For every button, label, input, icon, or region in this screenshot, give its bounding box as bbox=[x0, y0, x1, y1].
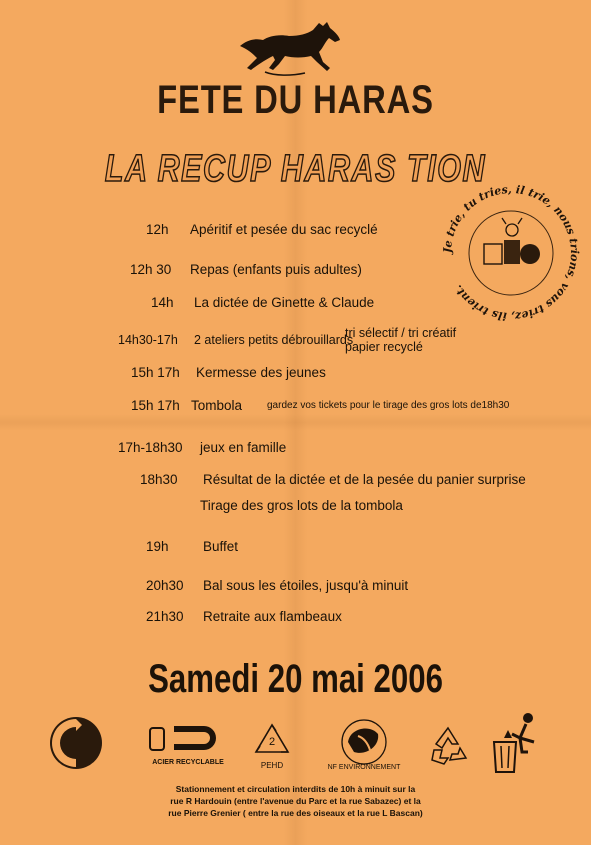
schedule-time: 19h bbox=[146, 539, 169, 554]
magnet-icon bbox=[144, 720, 232, 754]
recycle-arrows-icon bbox=[428, 724, 468, 768]
schedule-event: jeux en famille bbox=[200, 440, 287, 455]
notice-line: rue R Hardouin (entre l'avenue du Parc et la rue Sabazec) et la bbox=[170, 796, 421, 806]
schedule-event: Tombola bbox=[191, 398, 243, 413]
schedule-time: 15h 17h bbox=[131, 365, 180, 380]
schedule-event: Retraite aux flambeaux bbox=[203, 609, 342, 624]
green-dot-icon bbox=[48, 715, 104, 771]
pehd-label: PEHD bbox=[260, 761, 284, 770]
schedule-event: Repas (enfants puis adultes) bbox=[190, 262, 362, 277]
pehd-number: 2 bbox=[268, 736, 276, 748]
horse-icon bbox=[235, 18, 345, 78]
stamp-text: Je trie, tu tries, il trie, nous trions, vous triez, ils trient. bbox=[440, 182, 582, 324]
notice-line: Stationnement et circulation interdits de 10h à minuit sur la bbox=[175, 784, 416, 794]
nf-logo bbox=[318, 716, 410, 776]
schedule-event-line2: Tirage des gros lots de la tombola bbox=[200, 498, 403, 513]
schedule-time: 14h30-17h bbox=[118, 333, 178, 347]
schedule-event: Buffet bbox=[203, 539, 239, 554]
schedule-event: 2 ateliers petits débrouillards bbox=[194, 333, 354, 347]
bins-icon bbox=[484, 218, 540, 264]
schedule-time: 15h 17h bbox=[131, 398, 180, 413]
acier-logo bbox=[144, 720, 232, 770]
schedule-event: Apéritif et pesée du sac recyclé bbox=[190, 222, 378, 237]
schedule-time: 20h30 bbox=[146, 578, 184, 593]
schedule-note: tri sélectif / tri créatif bbox=[345, 326, 457, 340]
tidyman-bin-icon bbox=[490, 712, 544, 774]
pehd-logo bbox=[252, 722, 292, 772]
notice-line: rue Pierre Grenier ( entre la rue des oiseaux et la rue L Bascan) bbox=[168, 808, 423, 818]
schedule-note: papier recyclé bbox=[345, 340, 423, 354]
schedule-event: Kermesse des jeunes bbox=[196, 365, 326, 380]
schedule-time: 12h bbox=[146, 222, 169, 237]
schedule-event: Bal sous les étoiles, jusqu'à minuit bbox=[203, 578, 409, 593]
schedule-event: Résultat de la dictée et de la pesée du panier surprise bbox=[203, 472, 526, 487]
page-title: FETE DU HARAS bbox=[157, 78, 434, 122]
sorting-stamp bbox=[440, 182, 582, 324]
schedule-time: 18h30 bbox=[140, 472, 178, 487]
schedule-time: 14h bbox=[151, 295, 174, 310]
event-date: Samedi 20 mai 2006 bbox=[148, 657, 443, 701]
schedule-time: 17h-18h30 bbox=[118, 440, 183, 455]
schedule-note: gardez vos tickets pour le tirage des gros lots de18h30 bbox=[267, 400, 510, 411]
page-subtitle: LA RECUP HARAS TION bbox=[104, 148, 487, 190]
schedule-event: La dictée de Ginette & Claude bbox=[194, 295, 375, 310]
parking-notice bbox=[60, 783, 531, 819]
acier-label: ACIER RECYCLABLE bbox=[152, 759, 224, 766]
schedule-time: 21h30 bbox=[146, 609, 184, 624]
nf-label: NF ENVIRONNEMENT bbox=[327, 764, 401, 771]
schedule-time: 12h 30 bbox=[130, 262, 172, 277]
